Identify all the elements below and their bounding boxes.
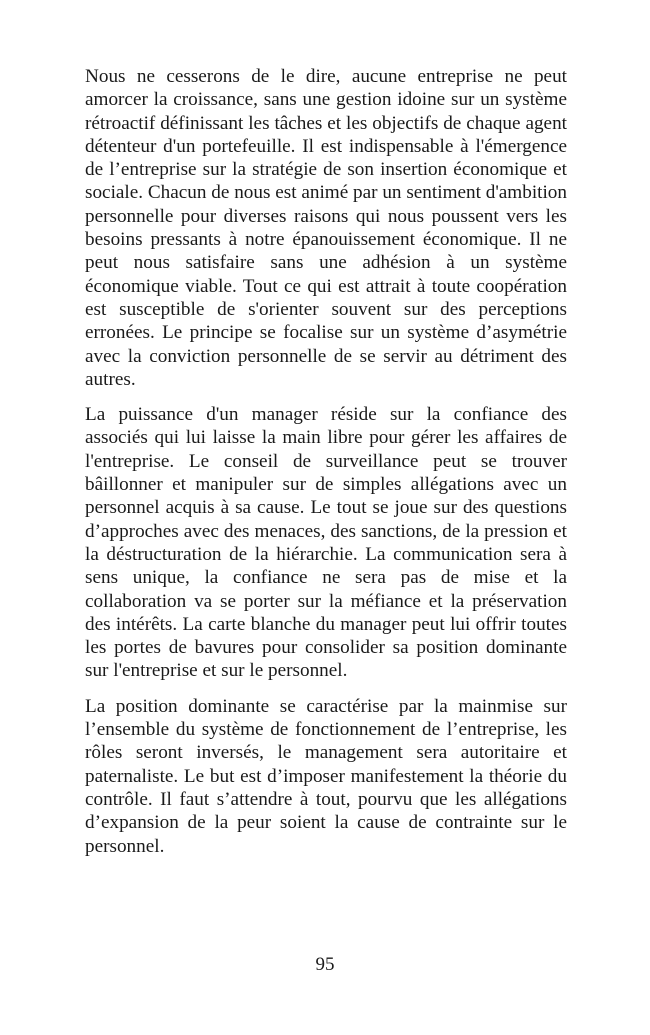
paragraph-2: La puissance d'un manager réside sur la confiance des associés qui lui laisse la main libre pour gérer les affaires de l'entreprise. Le conseil de surveillance peut se trouver bâillonner et manipuler sur de simples allégations avec un personnel acquis à sa cause. Le tout se joue sur des questions d’approches avec des menaces, des sanctions, de la pression et la déstructuration de la hiérarchie. La communication sera à sens unique, la confiance ne sera pas de mise et la collaboration va se porter sur la méfiance et la préservation des intérêts. La carte blanche du manager peut lui offrir toutes les portes de bavures pour consolider sa position dominante sur l'entreprise et sur le personnel. [85,404,567,682]
page-number: 95 [315,954,335,975]
paragraph-3: La position dominante se caractérise par la mainmise sur l’ensemble du système de fonctionnement de l’entreprise, les rôles seront inversés, le management sera autoritaire et paternaliste. Le but est d’imposer manifestement la théorie du contrôle. Il faut s’attendre à tout, pourvu que les allégations d’expansion de la peur soient la cause de contrainte sur le personnel. [85,695,567,857]
paragraph-1: Nous ne cesserons de le dire, aucune entreprise ne peut amorcer la croissance, sans une gestion idoine sur un système rétroactif définissant les tâches et les objectifs de chaque agent détenteur d'un portefeuille. Il est indispensable à l'émergence de l’entreprise sur la stratégie de son insertion économique et sociale. Chacun de nous est animé par un sentiment d'ambition personnelle pour diverses raisons qui nous poussent vers les besoins pressants à notre épanouissement économique. Il ne peut nous satisfaire sans une adhésion à un système économique viable. Tout ce qui est attrait à toute coopération est susceptible de s'orienter souvent sur des perceptions erronées. Le principe se focalise sur un système d’asymétrie avec la conviction personnelle de se servir au détriment des autres. [85,66,567,390]
page-body [85,65,567,858]
